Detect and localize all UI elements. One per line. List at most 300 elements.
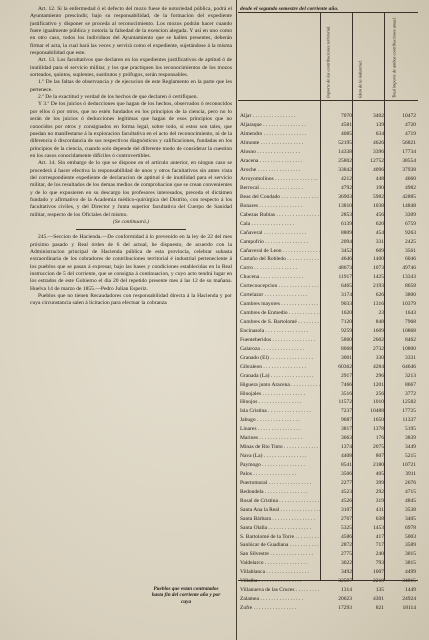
- table-row: [240, 282, 418, 291]
- town-name: Zalamea . . .: [240, 596, 320, 602]
- territorial-value: 2277: [341, 479, 352, 486]
- industrial-value: 454: [375, 229, 384, 236]
- industrial-value: 5982: [373, 193, 384, 200]
- total-value: 12582: [402, 399, 416, 406]
- total-value: 3800: [405, 292, 416, 299]
- total-value: 37938: [402, 167, 416, 174]
- territorial-value: 9033: [341, 301, 352, 308]
- total-value: 10379: [402, 301, 416, 308]
- territorial-value: 3452: [341, 247, 352, 254]
- total-value: 3911: [405, 470, 416, 477]
- town-name: Fuenteheridos . . .: [240, 337, 320, 343]
- industrial-value: 330: [375, 354, 384, 361]
- table-row: [240, 407, 418, 416]
- town-name: Granada (La) . . .: [240, 373, 320, 379]
- industrial-value: 1400: [373, 256, 384, 263]
- total-value: 3405: [405, 515, 416, 522]
- table-row: [240, 264, 418, 273]
- table-row: [240, 514, 418, 523]
- total-value: 3309: [405, 211, 416, 218]
- industrial-value: 139: [375, 122, 384, 129]
- header-territorial: Importe de las contribuciones territorial.: [325, 25, 331, 98]
- territorial-value: 25802: [338, 158, 352, 165]
- table-row: [240, 139, 418, 148]
- town-name: Arroyomolinos . . .: [240, 176, 320, 182]
- total-value: 3589: [405, 542, 416, 549]
- industrial-value: 4096: [373, 167, 384, 174]
- territorial-value: 4792: [341, 184, 352, 191]
- total-value: 3561: [405, 247, 416, 254]
- industrial-value: 634: [375, 131, 384, 138]
- town-name: Jabugo . . .: [240, 417, 320, 423]
- territorial-value: 32597: [338, 578, 352, 585]
- total-value: 4715: [405, 488, 416, 495]
- territorial-value: 7070: [341, 113, 352, 120]
- industrial-value: 256: [375, 390, 384, 397]
- town-name: Aljar . . .: [240, 113, 320, 119]
- table-row: [240, 505, 418, 514]
- industrial-value: 296: [375, 372, 384, 379]
- total-value: 2676: [405, 479, 416, 486]
- total-value: 10721: [402, 462, 416, 469]
- total-value: 18114: [402, 605, 416, 612]
- total-value: 3015: [405, 551, 416, 558]
- table-row: [240, 461, 418, 470]
- total-value: 3538: [405, 506, 416, 513]
- total-value: 42885: [402, 193, 416, 200]
- total-value: 56821: [402, 140, 416, 147]
- industrial-value: 292: [375, 488, 384, 495]
- total-value: 2425: [405, 238, 416, 245]
- town-name: Almonte . . .: [240, 140, 320, 146]
- territorial-value: 3107: [341, 506, 352, 513]
- territorial-value: 2872: [341, 542, 352, 549]
- total-value: 3839: [405, 435, 416, 442]
- total-value: 4982: [405, 184, 416, 191]
- town-name: Beas del Condado . . .: [240, 194, 320, 200]
- table-row: [240, 470, 418, 479]
- industrial-value: 2075: [373, 444, 384, 451]
- town-name: Higuera junto Aracena . . .: [240, 382, 320, 388]
- industrial-value: 405: [375, 470, 384, 477]
- industrial-value: 2602: [373, 336, 384, 343]
- territorial-value: 13810: [338, 202, 352, 209]
- header-total: Total importe de ambas contribuciones anual.: [391, 17, 397, 98]
- town-name: Cumbres mayores . . .: [240, 301, 320, 307]
- territorial-value: 5860: [341, 336, 352, 343]
- town-name: Cumbres de Enmedio . . .: [240, 310, 320, 316]
- table-row: [240, 246, 418, 255]
- table-row: [240, 496, 418, 505]
- continuation-note: (Se continuará.): [112, 218, 150, 225]
- territorial-value: 52195: [338, 140, 352, 147]
- territorial-value: 36903: [338, 193, 352, 200]
- industrial-value: 620: [375, 220, 384, 227]
- territorial-value: 4646: [341, 256, 352, 263]
- total-value: 24924: [402, 596, 416, 603]
- table-row: [240, 309, 418, 318]
- table-row: [240, 175, 418, 184]
- territorial-value: 48673: [338, 265, 352, 272]
- table-row: [240, 130, 418, 139]
- territorial-value: 3492: [341, 569, 352, 576]
- town-name: Aljaraque . . .: [240, 122, 320, 128]
- table-row: [240, 416, 418, 425]
- table-row: [240, 568, 418, 577]
- table-row: [240, 335, 418, 344]
- total-value: 1449: [405, 587, 416, 594]
- territorial-value: 4085: [341, 131, 352, 138]
- paragraph: Art. 13. Los facultativos que declaren en los expedientes justificativos de aptitud ó de inutilidad para el servicio militar, y los que practiquen los reconocimientos de los mozos sorteados, quintos, suplentes, sustitutos y prófugos, serán responsables.: [30, 57, 232, 79]
- industrial-value: 1650: [373, 417, 384, 424]
- industrial-value: 1316: [373, 301, 384, 308]
- town-name: Galaroza . . .: [240, 346, 320, 352]
- territorial-value: 11572: [338, 399, 352, 406]
- table-row: [240, 327, 418, 336]
- table-row: [240, 300, 418, 309]
- table-row: [240, 362, 418, 371]
- table-row: [240, 237, 418, 246]
- town-name: Cañaveral de Leon . . .: [240, 248, 320, 254]
- town-name: Marines . . .: [240, 435, 320, 441]
- table-row: [240, 344, 418, 353]
- total-value: 4719: [405, 131, 416, 138]
- total-value: 34815: [402, 578, 416, 585]
- territorial-value: 3663: [341, 435, 352, 442]
- total-value: 11337: [402, 417, 416, 424]
- industrial-value: 10488: [370, 408, 384, 415]
- industrial-value: 1609: [373, 327, 384, 334]
- town-name: Linares . . .: [240, 426, 320, 432]
- town-name: Santa Olalla . . .: [240, 525, 320, 531]
- total-value: 6046: [405, 256, 416, 263]
- territorial-value: 3817: [341, 426, 352, 433]
- table-row: [240, 273, 418, 282]
- left-text-column: [30, 6, 232, 308]
- paragraph: 1.º De las faltas de observancia y de ejecucion de este Reglamento en la parte que les pertenece.: [30, 79, 232, 93]
- territorial-value: 14338: [338, 149, 352, 156]
- paragraph: Art. 12. Si la enfermedad ó el defecto del mozo fuese de notoriedad pública, podrá el Ayuntamiento prescindir, bajo su responsabilidad, de la formacion del expediente justificativo y disponer se proceda al reconocimiento. Los mozos podrán hacer cuando fuere igualmente pública y notoria la falsedad de la exencion alegada. Y así en uno como en otro caso, todos los individuos del Ayuntamiento que se hallen presentes, deberán firmar el acta, la cual hará las veces y servirá como el expediente, sujetándose á la misma responsabilidad que este.: [30, 6, 232, 57]
- total-value: 10472: [402, 113, 416, 120]
- town-name: Hinojales . . .: [240, 391, 320, 397]
- industrial-value: 417: [375, 533, 384, 540]
- town-name: Minas de Rio Tinto . . .: [240, 444, 320, 450]
- industrial-value: 3402: [373, 113, 384, 120]
- table-row: [240, 434, 418, 443]
- territorial-value: 7237: [341, 408, 352, 415]
- territorial-value: 4581: [341, 122, 352, 129]
- town-name: Berrocal . . .: [240, 185, 320, 191]
- total-value: 64646: [402, 363, 416, 370]
- table-row: [240, 318, 418, 327]
- table-row: [240, 550, 418, 559]
- table-row: [240, 157, 418, 166]
- total-value: 8667: [405, 381, 416, 388]
- table-row: [240, 291, 418, 300]
- table-row: [240, 192, 418, 201]
- table-row: [240, 523, 418, 532]
- town-name: Hinojos . . .: [240, 399, 320, 405]
- town-name: Santa Bárbara . . .: [240, 516, 320, 522]
- industrial-value: 848: [375, 319, 384, 326]
- total-value: 5215: [405, 453, 416, 460]
- total-value: 13343: [402, 274, 416, 281]
- industrial-value: 793: [375, 560, 384, 567]
- industrial-value: 3396: [373, 149, 384, 156]
- territorial-value: 5325: [341, 524, 352, 531]
- contributions-table: [240, 112, 418, 613]
- town-name: Granado (El) . . .: [240, 355, 320, 361]
- territorial-value: 3506: [341, 470, 352, 477]
- town-name: Palos . . .: [240, 471, 320, 477]
- column-divider: [236, 0, 237, 640]
- table-row: [240, 353, 418, 362]
- total-value: 17725: [402, 408, 416, 415]
- industrial-value: 399: [375, 479, 384, 486]
- total-value: 38554: [402, 158, 416, 165]
- territorial-value: 4523: [341, 488, 352, 495]
- town-name: Gibraleon . . .: [240, 364, 320, 370]
- table-footnote: Pueblos que estan contratados hasta fin del corriente año y por cuya: [151, 586, 221, 605]
- total-value: 10868: [402, 327, 416, 334]
- industrial-value: 1201: [373, 381, 384, 388]
- territorial-value: 33842: [338, 167, 352, 174]
- total-value: 7968: [405, 319, 416, 326]
- town-name: Chucena . . .: [240, 274, 320, 280]
- industrial-value: 1007: [373, 569, 384, 576]
- town-name: Cortecoucepcion . . .: [240, 283, 320, 289]
- territorial-value: 2853: [341, 211, 352, 218]
- territorial-value: 4586: [341, 533, 352, 540]
- industrial-value: 190: [375, 184, 384, 191]
- table-row: [240, 425, 418, 434]
- industrial-value: 1378: [373, 426, 384, 433]
- industrial-value: 4284: [373, 363, 384, 370]
- total-value: 4720: [405, 122, 416, 129]
- territorial-value: 9687: [341, 417, 352, 424]
- industrial-value: 717: [375, 542, 384, 549]
- article-paragraphs: [30, 6, 232, 219]
- table-row: [240, 112, 418, 121]
- territorial-value: 11917: [338, 274, 352, 281]
- industrial-value: 2732: [373, 345, 384, 352]
- table-row: [240, 121, 418, 130]
- territorial-value: 6465: [341, 283, 352, 290]
- table-row: [240, 541, 418, 550]
- territorial-value: 4408: [341, 453, 352, 460]
- paragraph: Art. 14. Sin embargo de lo que se dispone en el artículo anterior, en ningun caso se procederá á hacer efectiva la responsabilidad de unos y otros facultativos sin antes vista del correspondiente expediente de declaracion de aptitud ó de inutilidad para el servicio militar, de los resultados de los demas medios de comprobacion que se crean convenientes y de lo que expusieren en su descargo los profesores interesados, preceda el dictámen fundado y afirmativo de la Academia médico-quirúrgica del Distrito, con respecto á los facultativos civiles, y del Director y Junta superior facultativa del Cuerpo de Sanidad militar, respecto de los Oficiales del mismo.: [30, 160, 232, 218]
- table-row: [240, 389, 418, 398]
- town-name: Puertomoral . . .: [240, 480, 320, 486]
- industrial-value: 1010: [373, 399, 384, 406]
- territorial-value: 8809: [341, 229, 352, 236]
- industrial-value: 2218: [373, 578, 384, 585]
- industrial-value: 4626: [373, 140, 384, 147]
- town-name: Aroche . . .: [240, 167, 320, 173]
- total-value: 3815: [405, 560, 416, 567]
- territorial-value: 6139: [341, 220, 352, 227]
- table-row: [240, 577, 418, 586]
- total-value: 3331: [405, 354, 416, 361]
- total-value: 49746: [402, 265, 416, 272]
- town-name: Rosal de Cristina . . .: [240, 498, 320, 504]
- town-name: Aracena . . .: [240, 158, 320, 164]
- town-name: Villanueva de las Cruces . . .: [240, 587, 320, 593]
- town-name: Corro . . .: [240, 265, 320, 271]
- table-row: [240, 201, 418, 210]
- paragraph: 2.º De la exactitud y verdad de los hechos de que declaren ó certifiquen.: [38, 94, 198, 101]
- industrial-value: 12752: [370, 158, 384, 165]
- industrial-value: 1073: [373, 265, 384, 272]
- territorial-value: 2094: [341, 238, 352, 245]
- total-value: 14848: [402, 202, 416, 209]
- town-name: Castaño del Robledo . . .: [240, 256, 320, 262]
- town-name: Villablanca . . .: [240, 569, 320, 575]
- industrial-value: 807: [375, 453, 384, 460]
- territorial-value: 2917: [341, 372, 352, 379]
- town-name: Paymogo . . .: [240, 462, 320, 468]
- total-value: 17734: [402, 149, 416, 156]
- industrial-value: 240: [375, 551, 384, 558]
- town-name: Villalba . . .: [240, 578, 320, 584]
- table-row: [240, 148, 418, 157]
- table-bottom-rule: [238, 580, 418, 581]
- table-row: [240, 219, 418, 228]
- table-row: [240, 487, 418, 496]
- territorial-value: 8068: [341, 345, 352, 352]
- total-value: 5003: [405, 533, 416, 540]
- total-value: 6978: [405, 524, 416, 531]
- territorial-value: 3001: [341, 354, 352, 361]
- industrial-value: 626: [375, 292, 384, 299]
- industrial-value: 23: [378, 310, 384, 317]
- table-row: [240, 452, 418, 461]
- territorial-value: 17293: [338, 605, 352, 612]
- town-name: Alosno . . .: [240, 149, 320, 155]
- industrial-value: 638: [375, 515, 384, 522]
- town-name: Santa Ana la Real . . .: [240, 507, 320, 513]
- territorial-value: 20623: [338, 596, 352, 603]
- total-value: 3213: [405, 372, 416, 379]
- total-value: 6759: [405, 220, 416, 227]
- territorial-value: 8541: [341, 462, 352, 469]
- town-name: Encinasola . . .: [240, 328, 320, 334]
- industrial-value: 1425: [373, 274, 384, 281]
- industrial-value: 135: [375, 587, 384, 594]
- table-row: [240, 228, 418, 237]
- territorial-value: 2767: [341, 515, 352, 522]
- territorial-value: 3516: [341, 390, 352, 397]
- territorial-value: 2775: [341, 551, 352, 558]
- section-rule: [76, 229, 186, 230]
- table-row: [240, 559, 418, 568]
- territorial-value: 7120: [341, 319, 352, 326]
- total-value: 8658: [405, 283, 416, 290]
- industrial-value: 1453: [373, 524, 384, 531]
- town-name: Cumbres de S. Bartolomé . . .: [240, 319, 320, 325]
- total-value: 4845: [405, 497, 416, 504]
- industrial-value: 431: [375, 506, 384, 513]
- table-row: [240, 255, 418, 264]
- town-name: Sanlúcar de Guadiana . . .: [240, 542, 320, 548]
- table-row: [240, 184, 418, 193]
- town-name: Cortelazor . . .: [240, 292, 320, 298]
- paragraph: Y 3.º De los juicios ó deducciones que hagan de los hechos, observados ó reconocidos por ellos ó por otros, que no estén fundados en los principios de la ciencia, pero no lo serán de los juicios ó deducciones legítimas que hagan de esos principios que no conocidos por otros y consignados en forma legal, sobre todo, si estos son tales, que puedan no manifestarse á la exploracion facultativa en el acto del reconocimiento, ni de la diferencia ó discordancia de sus respectivos diagnósticos y calificaciones, fundadas en los principios de la ciencia, cuando solo depende del diferente modo de considerar la cuestion en los casos conocidamente difíciles ó controvertibles.: [30, 101, 232, 159]
- total-value: 10800: [402, 345, 416, 352]
- territorial-value: 1374: [341, 444, 352, 451]
- town-name: Cabezas Rubias . . .: [240, 212, 320, 218]
- territorial-value: 7466: [341, 381, 352, 388]
- town-name: Redondela . . .: [240, 489, 320, 495]
- table-row: [240, 604, 418, 613]
- total-value: 4499: [405, 569, 416, 576]
- territorial-value: 1620: [341, 310, 352, 317]
- territorial-value: 3174: [341, 292, 352, 299]
- table-row: [240, 586, 418, 595]
- territorial-value: 3022: [341, 560, 352, 567]
- industrial-value: 1038: [373, 202, 384, 209]
- table-row: [240, 398, 418, 407]
- town-name: Nava (La) . . .: [240, 453, 320, 459]
- header-industrial: Idem de la industrial.: [357, 60, 363, 98]
- table-row: [240, 443, 418, 452]
- industrial-value: 448: [375, 176, 384, 183]
- town-name: Cala . . .: [240, 221, 320, 227]
- industrial-value: 2180: [373, 462, 384, 469]
- town-name: San Silvestre . . .: [240, 551, 320, 557]
- table-row: [240, 166, 418, 175]
- table-row: [240, 210, 418, 219]
- industrial-value: 609: [375, 247, 384, 254]
- hacienda-section: [30, 234, 232, 307]
- table-row: [240, 371, 418, 380]
- industrial-value: 456: [375, 211, 384, 218]
- paragraph: 245.—Seccion de Hacienda.—De conformidad á lo prevenido en la ley de 22 del mes próximo pasado y Real órden de 6 del actual, he dispuesto, de acuerdo con la Administracion principal de Hacienda pública de esta provincia, celebrar subasta extraordinaria de los cobradores de contribuciones territorial é industrial perteneciente á los pueblos que se pasan á expresar, bajo las bases y condiciones establecidas en la Real instruccion de 5 del corriente, que se consigna á continuacion, y cuyo acto tendrá lugar en los estrados de este Gobierno el dia 20 del repetido presente mes á las 12 de su mañana. Huelva 14 de marzo de 1855.—Pedro Julian Esperiz.: [30, 234, 232, 292]
- total-value: 1643: [405, 310, 416, 317]
- total-value: 9263: [405, 229, 416, 236]
- territorial-value: 4526: [341, 497, 352, 504]
- town-name: Bonares . . .: [240, 203, 320, 209]
- total-value: 3772: [405, 390, 416, 397]
- industrial-value: 331: [375, 238, 384, 245]
- town-name: Campofrío . . .: [240, 239, 320, 245]
- industrial-value: 4301: [373, 596, 384, 603]
- town-name: Valdelarco . . .: [240, 560, 320, 566]
- paragraph: Pueblos que no tienen Recaudadores con responsabilidad directa á la Hacienda y por cuya circunstancia salen á licitacion para efectuar la cobranza: [30, 293, 232, 307]
- total-value: 4660: [405, 176, 416, 183]
- table-heading: desde el segundo semestre del corriente año.: [240, 6, 339, 12]
- town-name: S. Bartolomé de la Torre . . .: [240, 534, 320, 540]
- industrial-value: 176: [375, 435, 384, 442]
- town-name: Isla Cristina . . .: [240, 408, 320, 414]
- town-name: Almendro . . .: [240, 131, 320, 137]
- table-row: [240, 595, 418, 604]
- table-row: [240, 532, 418, 541]
- town-name: Zufre . . .: [240, 605, 320, 611]
- town-name: Cañaveral . . .: [240, 230, 320, 236]
- industrial-value: 2193: [373, 283, 384, 290]
- territorial-value: 4212: [341, 176, 352, 183]
- territorial-value: 9259: [341, 327, 352, 334]
- table-row: [240, 380, 418, 389]
- table-header-rule: [238, 100, 418, 101]
- industrial-value: 821: [375, 605, 384, 612]
- territorial-value: 1314: [341, 587, 352, 594]
- total-value: 3449: [405, 444, 416, 451]
- total-value: 5195: [405, 426, 416, 433]
- territorial-value: 60362: [338, 363, 352, 370]
- table-row: [240, 478, 418, 487]
